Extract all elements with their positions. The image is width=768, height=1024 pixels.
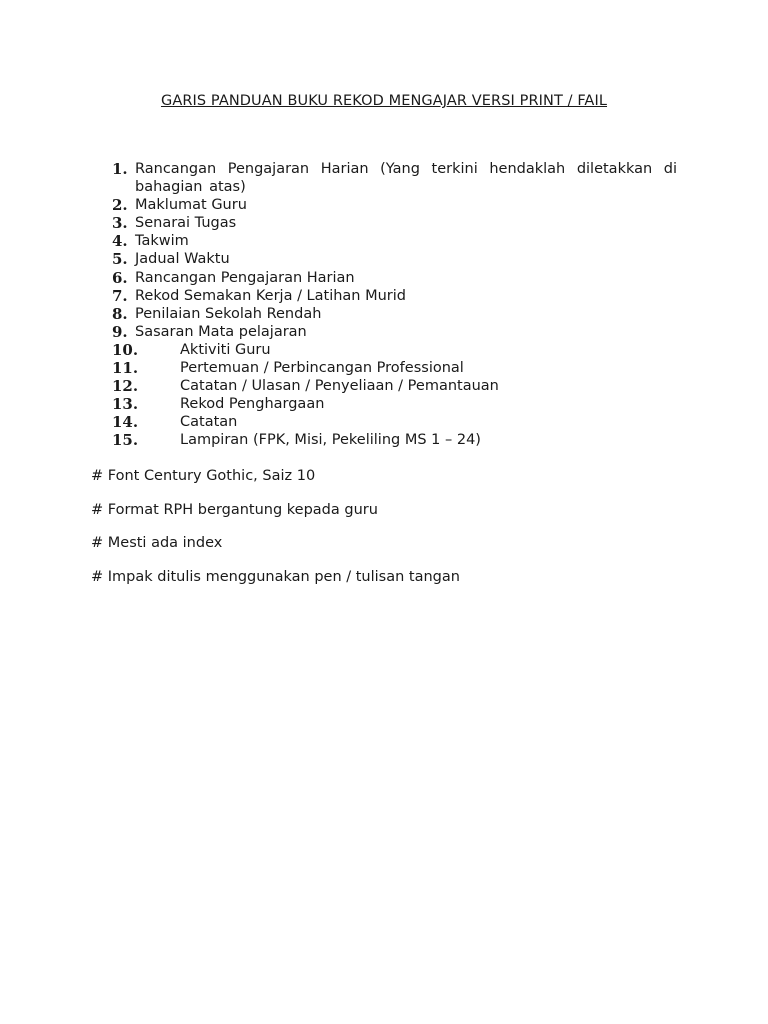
list-item-number: 6. [112,268,128,287]
list-item-text: Lampiran (FPK, Misi, Pekeliling MS 1 – 24) [180,432,481,449]
note-index: # Mesti ada index [91,535,223,551]
list-item [92,250,677,268]
list-item-text: Pertemuan / Perbincangan Professional [180,360,464,377]
list-item-number: 3. [112,214,128,233]
list-item-number: 9. [112,322,128,341]
list-item [92,287,677,305]
list-item-number: 12. [112,377,139,396]
list-item-number: 13. [112,395,139,414]
list-item [92,377,677,395]
list-item-text: Rancangan Pengajaran Harian [135,269,355,286]
list-item-text: Takwim [135,233,189,250]
note-rph-format: # Format RPH bergantung kepada guru [91,501,378,518]
note-font: # Font Century Gothic, Saiz 10 [91,468,316,484]
list-item [92,305,677,323]
list-item [92,196,677,214]
list-item-number: 7. [112,286,128,305]
list-item-text: Sasaran Mata pelajaran [135,323,307,340]
list-item-number: 4. [112,232,128,251]
list-item [92,269,677,287]
list-item-number: 15. [112,431,139,450]
list-item-text: Rekod Semakan Kerja / Latihan Murid [135,287,407,304]
list-item [92,395,677,413]
list-item [92,413,677,431]
list-item [92,359,677,377]
notes-section [91,467,691,601]
list-item-number: 10. [112,340,139,359]
list-item [92,341,677,359]
guideline-list [92,160,677,450]
list-item-text: Rekod Penghargaan [180,396,325,413]
list-item-text: Rancangan Pengajaran Harian (Yang terkini hendaklah diletakkan di bahagian atas) [135,161,677,196]
list-item-number: 5. [112,250,128,269]
list-item-text: Aktiviti Guru [180,341,271,358]
list-item-text: Catatan / Ulasan / Penyeliaan / Pemantauan [180,378,499,395]
list-item-text: Penilaian Sekolah Rendah [135,305,322,322]
list-item-number: 1. [112,160,128,178]
list-item-text: Catatan [180,414,238,431]
note-impact: # Impak ditulis menggunakan pen / tulisan tangan [91,568,460,585]
list-item-text: Maklumat Guru [135,197,247,214]
list-item-number: 2. [112,196,128,215]
list-item-text: Senarai Tugas [135,215,237,232]
list-item-number: 8. [112,304,128,323]
list-item [92,214,677,232]
list-item [92,232,677,250]
list-item-number: 11. [112,359,139,378]
page-title: GARIS PANDUAN BUKU REKOD MENGAJAR VERSI PRINT / FAIL [160,93,608,109]
list-item-number: 14. [112,413,139,432]
list-item [92,160,677,196]
list-item [92,431,677,449]
list-item [92,323,677,341]
list-item-text: Jadual Waktu [135,251,230,268]
